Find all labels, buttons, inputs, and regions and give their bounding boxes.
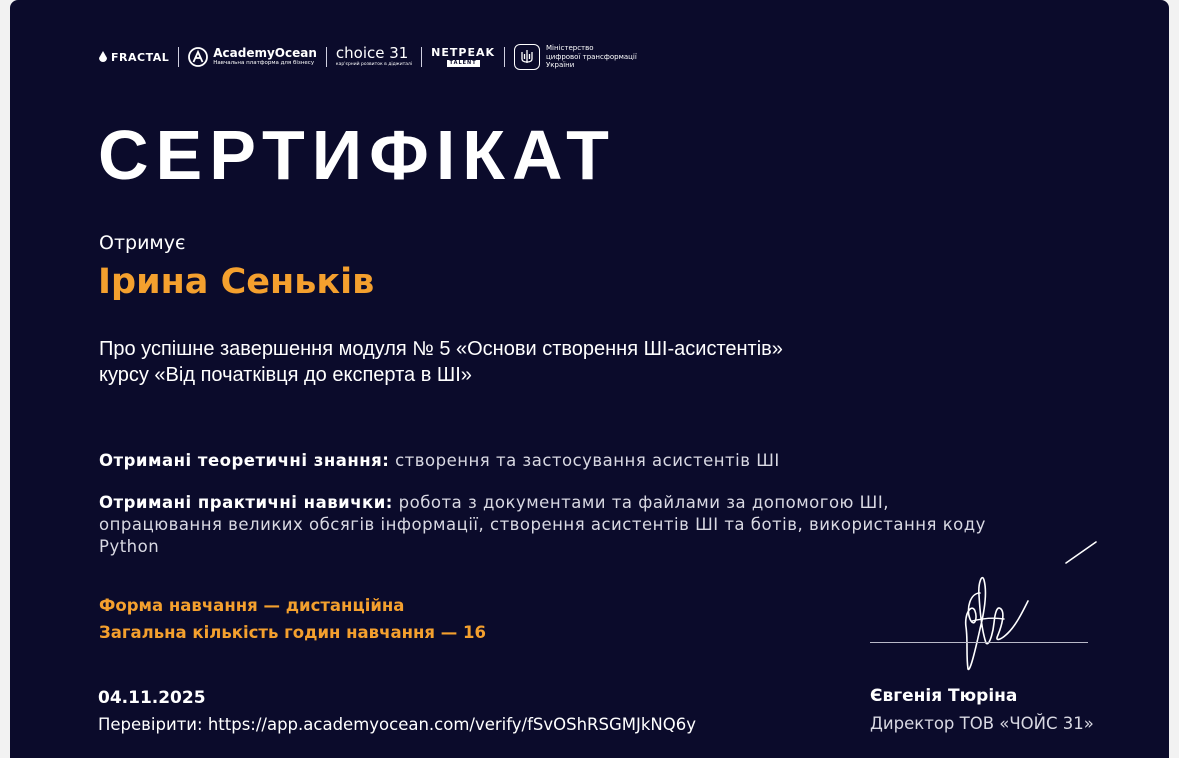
choice31-logo-tagline: кар'єрний розвиток в діджиталі <box>335 62 413 68</box>
netpeak-logo-name: NETPEAK <box>431 46 496 59</box>
academyocean-a-icon <box>188 47 208 67</box>
logo-divider <box>178 47 179 67</box>
signature-line <box>870 642 1088 643</box>
academyocean-logo-name: AcademyOcean <box>213 46 317 61</box>
recipient-name: Ірина Сеньків <box>98 262 375 302</box>
study-form: Форма навчання — дистанційна <box>99 596 405 615</box>
completion-line-module: Про успішне завершення модуля № 5 «Основи створення ШІ-асистентів» <box>99 338 783 360</box>
study-info <box>99 592 486 646</box>
completion-line-course: курсу «Від початківця до експерта в ШІ» <box>99 364 472 386</box>
completion-statement <box>99 336 783 388</box>
ministry-logo <box>514 44 637 70</box>
logo-divider <box>421 47 422 67</box>
issue-date: 04.11.2025 <box>98 688 206 708</box>
theory-value: створення та застосування асистентів ШІ <box>395 451 780 470</box>
netpeak-logo-tagline: TALENT <box>447 60 480 67</box>
signer-name: Євгенія Тюріна <box>870 686 1018 706</box>
theory-knowledge <box>99 450 999 472</box>
netpeak-logo <box>431 47 495 67</box>
logo-divider <box>504 47 505 67</box>
practice-label: Отримані практичні навички: <box>99 493 393 512</box>
ministry-logo-line3: України <box>546 61 575 70</box>
trident-icon <box>514 44 540 70</box>
certificate-page <box>10 0 1169 758</box>
academyocean-logo-tagline: Навчальна платформа для бізнесу <box>213 60 315 67</box>
choice31-logo-name: choice 31 <box>335 44 409 63</box>
verify-link[interactable]: Перевірити: https://app.academyocean.com/verify/fSvOShRSGMJkNQ6y <box>98 715 697 734</box>
logo-divider <box>326 47 327 67</box>
ministry-logo-line1: Міністерство <box>546 43 594 52</box>
study-hours: Загальна кількість годин навчання — 16 <box>99 623 486 642</box>
ministry-logo-line2: цифрової трансформації <box>546 52 637 61</box>
signer-role: Директор ТОВ «ЧОЙС 31» <box>870 714 1094 733</box>
partner-logos <box>98 42 637 72</box>
practical-skills <box>99 492 999 558</box>
fractal-logo-text: FRACTAL <box>111 50 170 64</box>
fractal-logo <box>98 51 169 64</box>
fractal-drop-icon <box>98 51 108 63</box>
recipient-label: Отримує <box>99 232 186 254</box>
certificate-title: СЕРТИФІКАТ <box>98 116 616 194</box>
theory-label: Отримані теоретичні знання: <box>99 451 390 470</box>
handwritten-signature <box>868 535 1108 675</box>
practice-value: робота з документами та файлами за допомогою ШІ, опрацювання великих обсягів інформації, створення асистентів ШІ та ботів, використання коду Python <box>99 493 986 556</box>
academyocean-logo <box>188 47 317 67</box>
choice31-logo <box>336 46 412 68</box>
